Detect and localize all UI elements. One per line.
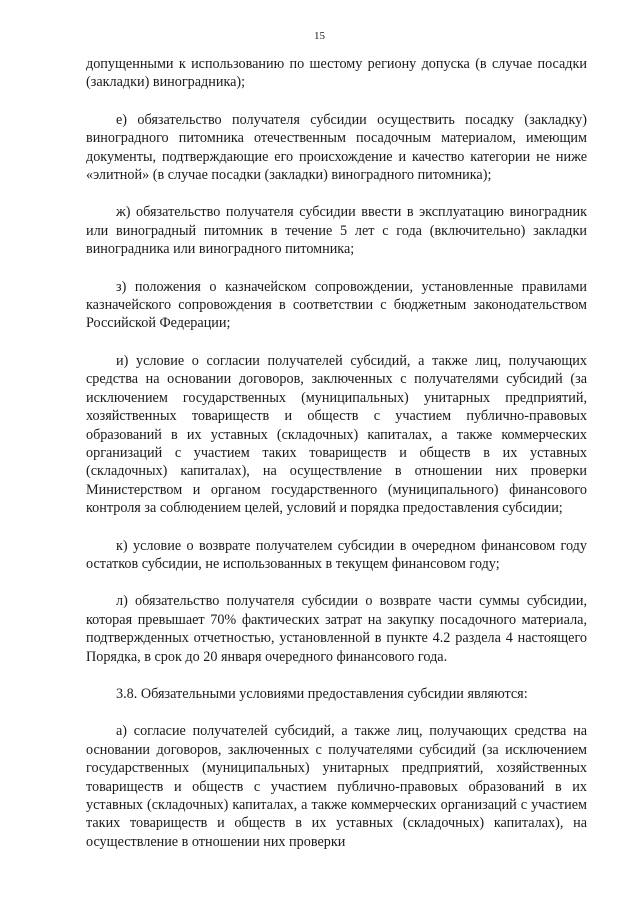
section-heading-3-8: 3.8. Обязательными условиями предоставления субсидии являются: [116, 685, 528, 702]
paragraph-item-a: а) согласие получателей субсидий, а также лиц, получающих средства на основании договоров, заключенных с получателями субсидий (за исключением государственных (муниципальных) унитарных предприятий, хозяйственных товариществ и обществ с участием публично-правовых образований в их уставных (складочных) капиталах, а также коммерческих организаций с участием таких товариществ и обществ в их уставных (складочных) капиталах), на осуществление в отношении них проверки [86, 723, 587, 850]
document-body [86, 55, 587, 851]
paragraph-item-l: л) обязательство получателя субсидии о возврате части суммы субсидии, которая превышает 70% фактических затрат на закупку посадочного материала, подтвержденных отчетностью, установленной в пункте 4.2 раздела 4 настоящего Порядка, в срок до 20 января очередного финансового года. [86, 593, 587, 665]
paragraph-item-i: и) условие о согласии получателей субсидий, а также лиц, получающих средства на основании договоров, заключенных с получателями субсидий (за исключением государственных (муниципальных) унитарных предприятий, хозяйственных товариществ и обществ с участием публично-правовых образований в их уставных (складочных) капиталах, а также коммерческих организаций с участием таких товариществ и обществ в их уставных (складочных) капиталах), на осуществление в отношении них проверки Министерством и органом государственного (муниципального) финансового контроля за соблюдением целей, условий и порядка предоставления субсидии; [86, 352, 587, 517]
paragraph-item-k: к) условие о возврате получателем субсидии в очередном финансовом году остатков субсидии, не использованных в текущем финансовом году; [86, 537, 587, 572]
page-number: 15 [314, 30, 325, 42]
paragraph-continuation: допущенными к использованию по шестому региону допуска (в случае посадки (закладки) виноградника); [86, 56, 587, 91]
paragraph-item-z: з) положения о казначейском сопровождении, установленные правилами казначейского сопровождения в соответствии с бюджетным законодательством Российской Федерации; [86, 278, 587, 332]
paragraph-item-e: е) обязательство получателя субсидии осуществить посадку (закладку) виноградного питомника отечественным посадочным материалом, имеющим документы, подтверждающие его происхождение и качество категории не ниже «элитной» (в случае посадки (закладки) виноградного питомника); [86, 111, 587, 184]
paragraph-item-zh: ж) обязательство получателя субсидии ввести в эксплуатацию виноградник или виноградный питомник в течение 5 лет с года (включительно) закладки виноградника или виноградного питомника; [86, 204, 587, 258]
